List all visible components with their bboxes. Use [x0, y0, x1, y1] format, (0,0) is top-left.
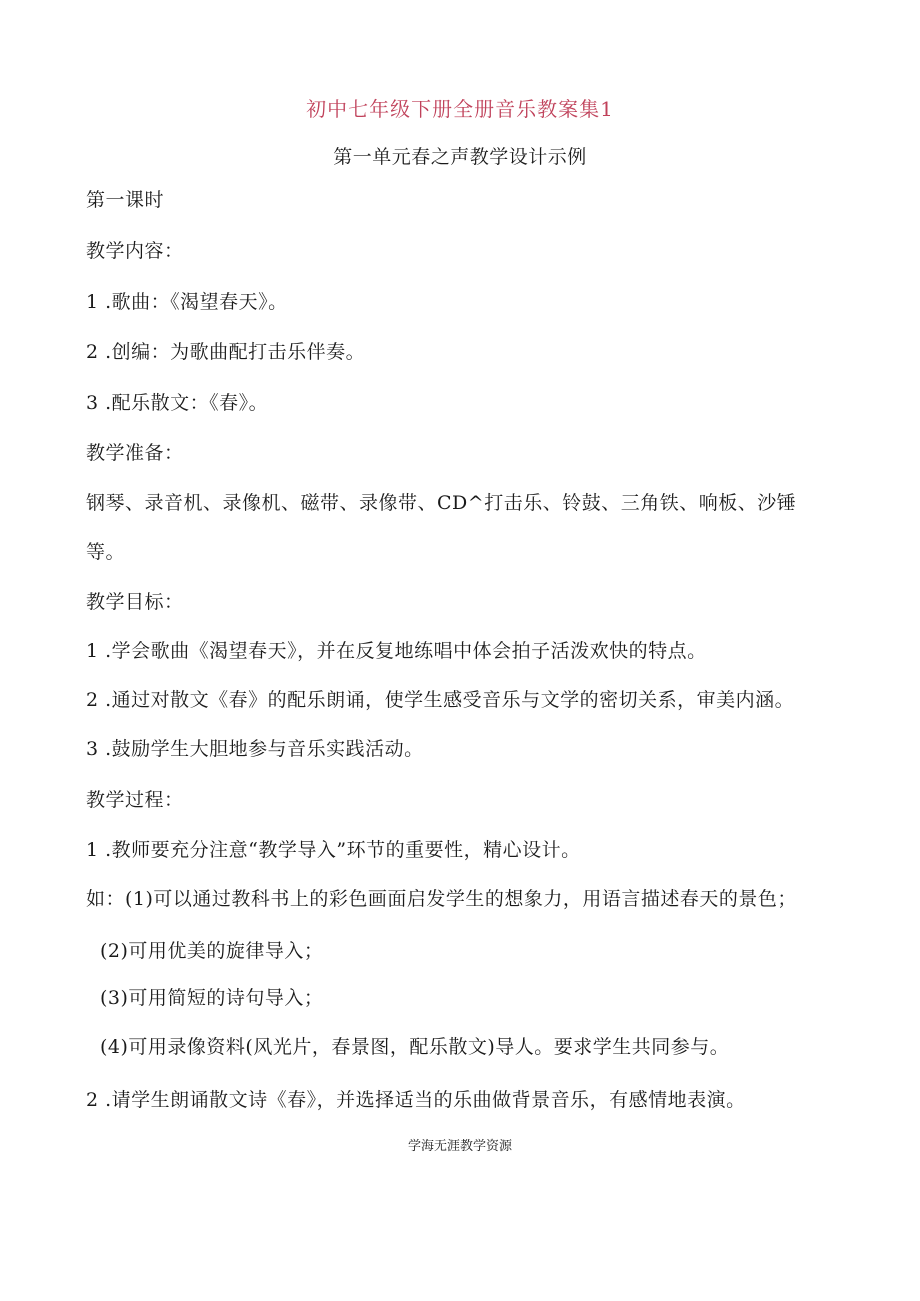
process-heading: 教学过程： [86, 789, 184, 811]
prep-line: 钢琴、录音机、录像机、磁带、录像带、CD^打击乐、铃鼓、三角铁、响板、沙锤 [86, 492, 797, 514]
process-sub-item: (4)可用录像资料(风光片，春景图，配乐散文)导人。要求学生共同参与。 [100, 1036, 730, 1058]
content-heading: 教学内容： [86, 240, 184, 262]
document-title: 初中七年级下册全册音乐教案集1 [306, 97, 614, 121]
goal-item: 1 .学会歌曲《渴望春天》，并在反复地练唱中体会拍子活泼欢快的特点。 [86, 640, 707, 662]
lesson-label: 第一课时 [86, 189, 165, 211]
process-step: 1 .教师要充分注意“教学导入”环节的重要性，精心设计。 [86, 839, 581, 861]
process-step: 2 .请学生朗诵散文诗《春》，并选择适当的乐曲做背景音乐，有感情地表演。 [86, 1089, 746, 1111]
unit-subtitle: 第一单元春之声教学设计示例 [333, 146, 587, 168]
process-sub-item: (2)可用优美的旋律导入； [100, 940, 324, 962]
process-example: 如：(1)可以通过教科书上的彩色画面启发学生的想象力，用语言描述春天的景色； [86, 888, 797, 910]
content-item: 3 .配乐散文：《春》。 [86, 392, 269, 414]
prep-line: 等。 [86, 541, 126, 563]
content-item: 2 .创编：为歌曲配打击乐伴奏。 [86, 341, 366, 363]
goal-item: 3 .鼓励学生大胆地参与音乐实践活动。 [86, 738, 424, 760]
goals-heading: 教学目标： [86, 591, 184, 613]
content-item: 1 .歌曲：《渴望春天》。 [86, 291, 288, 313]
goal-item: 2 .通过对散文《春》的配乐朗诵，使学生感受音乐与文学的密切关系，审美内涵。 [86, 689, 795, 711]
prep-heading: 教学准备： [86, 442, 184, 464]
page-footer: 学海无涯教学资源 [407, 1139, 512, 1154]
process-sub-item: (3)可用简短的诗句导入； [100, 987, 324, 1009]
